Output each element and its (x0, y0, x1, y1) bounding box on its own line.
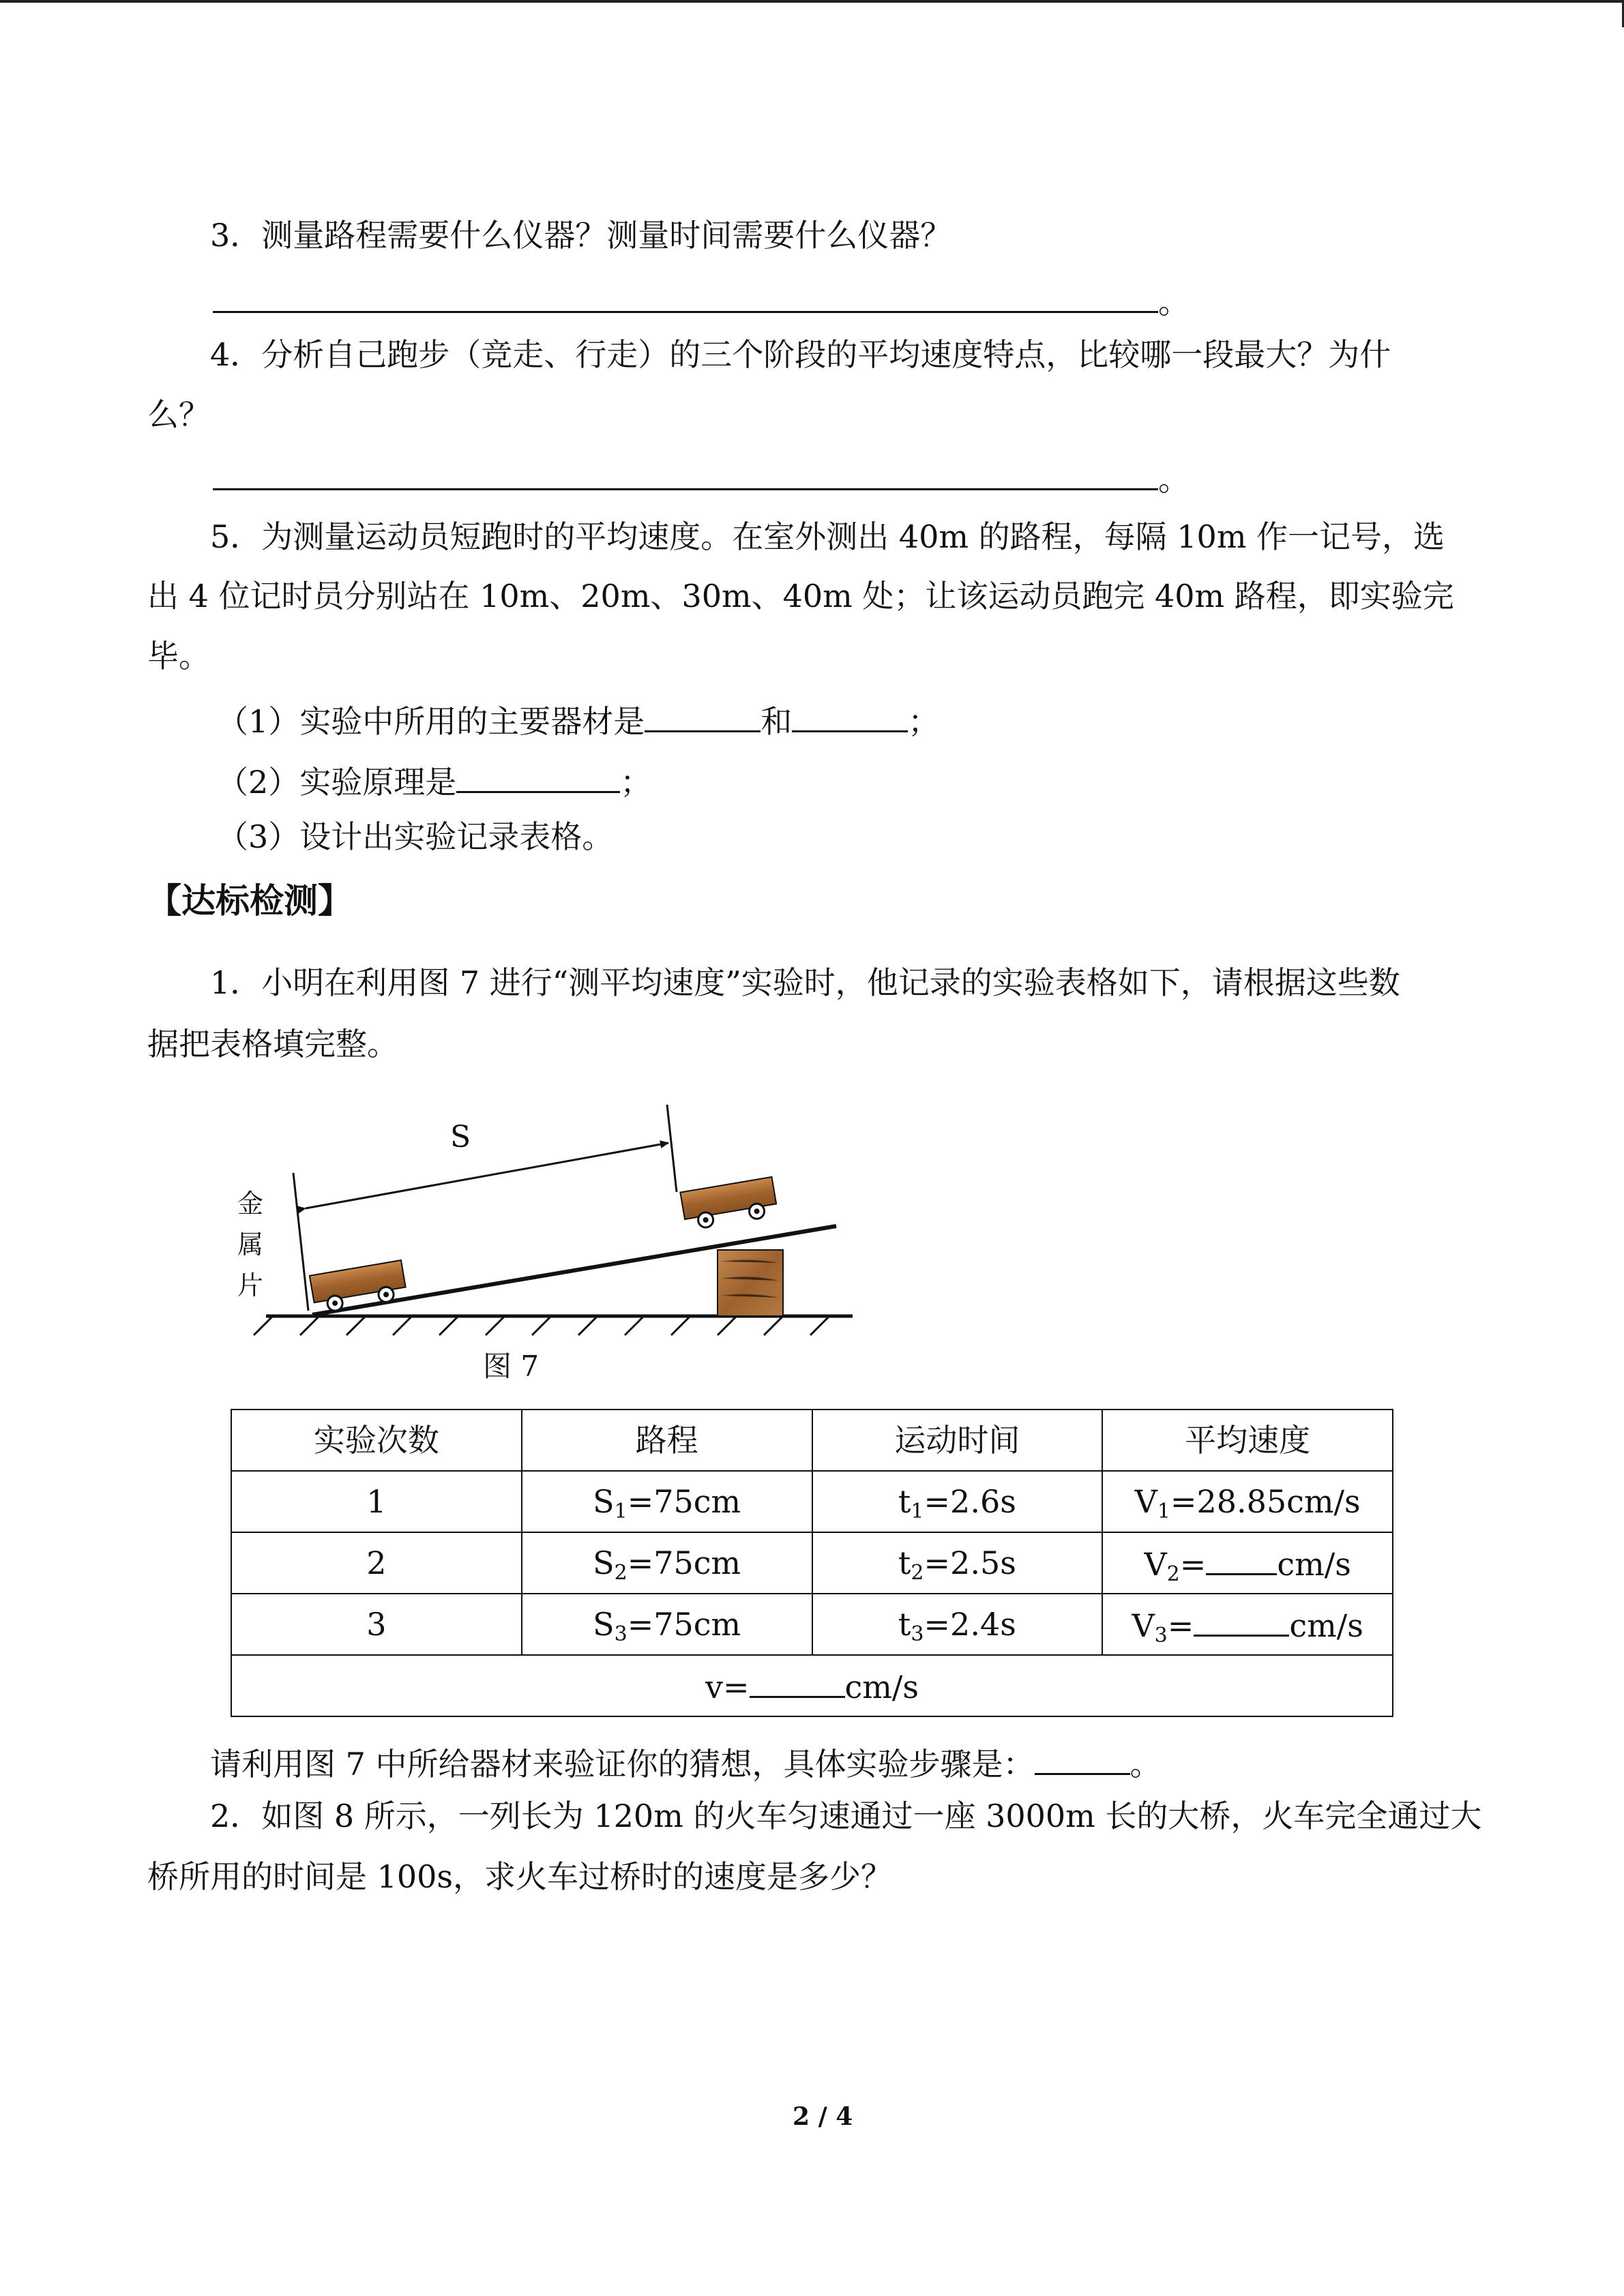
question-4-line1: 4．分析自己跑步（竞走、行走）的三个阶段的平均速度特点，比较哪一段最大？为什 (210, 336, 1391, 373)
trial-number: 3 (231, 1594, 522, 1655)
sub2-end: ； (620, 764, 652, 801)
table-row (231, 1594, 1393, 1655)
equipment-blank-1[interactable] (645, 700, 761, 732)
metal-piece (293, 1173, 308, 1311)
time-cell: $t_3=2.4s$ (812, 1594, 1103, 1655)
table-header-row (231, 1410, 1393, 1471)
distance-cell: $S_3=75cm$ (522, 1594, 812, 1655)
figure-caption: 图 7 (483, 1350, 540, 1383)
speed-cell: $V_3= cm/s$ (1102, 1594, 1393, 1655)
cart-top (680, 1177, 778, 1231)
table-row (231, 1532, 1393, 1594)
table-footer-row (231, 1655, 1393, 1716)
speed-cell: $V_1=28.85cm/s$ (1102, 1471, 1393, 1532)
test-question-1-line1: 1．小明在利用图 7 进行“测平均速度”实验时，他记录的实验表格如下，请根据这些数 (210, 964, 1400, 1001)
answer-blank[interactable] (213, 458, 1158, 490)
header-distance: 路程 (522, 1410, 812, 1471)
header-speed: 平均速度 (1102, 1410, 1393, 1471)
metal-label-3: 片 (237, 1270, 264, 1300)
time-cell: $t_1=2.6s$ (812, 1471, 1103, 1532)
answer-line-3 (213, 281, 1190, 318)
metal-label-2: 属 (237, 1229, 264, 1259)
table-row (231, 1471, 1393, 1532)
question-4-line2: 么？ (147, 396, 210, 433)
sub1-and: 和 (761, 703, 793, 740)
period: 。 (1158, 284, 1190, 320)
top-border (0, 0, 1624, 3)
steps-blank[interactable] (1035, 1743, 1130, 1775)
question-3: 3．测量路程需要什么仪器？测量时间需要什么仪器？ (210, 217, 952, 254)
trial-number: 1 (231, 1471, 522, 1532)
speed-blank-3[interactable] (1194, 1607, 1289, 1637)
question-5-line3: 毕。 (147, 638, 210, 674)
test-question-1-line2: 据把表格填完整。 (147, 1026, 398, 1062)
question-5-sub3: （3）设计出实验记录表格。 (217, 818, 614, 855)
speed-blank-2[interactable] (1206, 1546, 1277, 1575)
answer-line-4 (213, 458, 1190, 498)
end-marker-line (667, 1105, 677, 1192)
metal-label-1: 金 (237, 1189, 264, 1219)
question-5-line1: 5．为测量运动员短跑时的平均速度。在室外测出 40m 的路程，每隔 10m 作一记号，选 (210, 518, 1445, 555)
period: 。 (1158, 461, 1190, 498)
principle-blank[interactable] (456, 761, 620, 793)
distance-arrow (306, 1143, 668, 1208)
sub2-text: （2）实验原理是 (217, 764, 457, 801)
distance-cell: $S_2=75cm$ (522, 1532, 812, 1594)
header-trial: 实验次数 (231, 1410, 522, 1471)
section-heading: 【达标检测】 (147, 880, 352, 921)
question-5-sub1 (217, 700, 940, 740)
page-number: 2 / 4 (793, 2102, 853, 2131)
distance-cell: $S_1=75cm$ (522, 1471, 812, 1532)
distance-label: S (450, 1120, 471, 1154)
experiment-table (231, 1409, 1393, 1717)
speed-cell: $V_2= cm/s$ (1102, 1532, 1393, 1594)
period: 。 (1130, 1746, 1162, 1783)
ground-hatching (254, 1316, 829, 1335)
equipment-blank-2[interactable] (792, 700, 908, 732)
test-question-2-line2: 桥所用的时间是 100s，求火车过桥时的速度是多少？ (147, 1858, 893, 1895)
answer-blank[interactable] (213, 281, 1158, 313)
time-cell: $t_2=2.5s$ (812, 1532, 1103, 1594)
verification-prompt (210, 1743, 1162, 1783)
verification-text: 请利用图 7 中所给器材来验证你的猜想，具体实验步骤是： (210, 1746, 1035, 1783)
average-speed-blank[interactable] (750, 1669, 845, 1698)
header-time: 运动时间 (812, 1410, 1103, 1471)
incline-figure (225, 1091, 866, 1350)
question-5-line2: 出 4 位记时员分别站在 10m、20m、30m、40m 处；让该运动员跑完 40m 路程，即实验完 (147, 578, 1454, 614)
average-speed-cell: v= cm/s (231, 1655, 1393, 1716)
trial-number: 2 (231, 1532, 522, 1594)
question-5-sub2 (217, 761, 652, 801)
sub1-text: （1）实验中所用的主要器材是 (217, 703, 645, 740)
sub1-end: ； (908, 703, 940, 740)
test-question-2-line1: 2．如图 8 所示，一列长为 120m 的火车匀速通过一座 3000m 长的大桥，火车完全通过大 (210, 1798, 1482, 1834)
